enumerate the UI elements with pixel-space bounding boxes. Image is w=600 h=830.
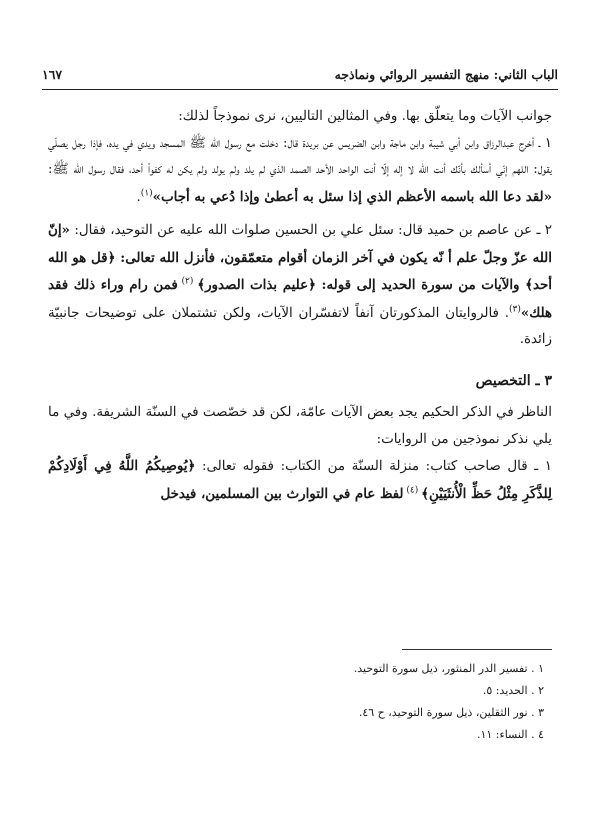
footnote-item: ١ . تفسير الدر المنثور، ذيل سورة التوحيد. (353, 662, 544, 675)
hadith-quote-2-end: فمن رام وراء ذلك فقد هلك» (48, 277, 552, 321)
page-number: ١٦٧ (42, 66, 63, 82)
hadith-quote: «لقد دعا الله باسمه الأعظم الذي إذا سئل به أعطىٰ وإذا دُعي به أجاب» (152, 188, 552, 205)
body-text (48, 104, 552, 508)
footnote-divider (402, 649, 552, 650)
quran-verse: ﴿يُوصِيكُمُ اللَّهُ فِي أَوْلَادِكُمْ لِلذَّكَرِ مِثْلُ حَظِّ الْأُنثَيَيْنِ﴾ (48, 458, 552, 502)
hadith-quote-2: «إنّ الله عزّ وجلّ علم أ نّه يكون في آخر الزمان أقوام متعمّقون، فأنزل الله تعالى: ﴿قل هو الله أحد﴾ والآيات من سورة الحديد إلى قوله: ﴿عليم بذات الصدور﴾ (48, 222, 552, 293)
footnotes (48, 658, 544, 746)
footnote-item: ٢ . الحديد: ٥. (482, 684, 544, 697)
footnote-ref-2: (٢) (177, 276, 198, 287)
paragraph-intro: جوانب الآيات وما يتعلّق بها. وفي المثالين التاليين، نرى نموذجاً لذلك: (178, 109, 552, 124)
paragraph-example-3: ١ ـ قال صاحب كتاب: منزلة السنّة من الكتاب: فقوله تعالى: ﴿يُوصِيكُمُ اللَّهُ فِي أَوْلَادِكُمْ لِلذَّكَرِ مِثْلُ حَظِّ الْأُنثَيَيْنِ﴾ $^{(٤)}$ لفظ عام في التوارث بين المسلمين، فيدخل (48, 458, 552, 502)
header-divider (42, 89, 558, 90)
footnote-ref-1: (١) (140, 188, 153, 199)
footnote-item: ٣ . نور الثقلين، ذيل سورة التوحيد، ح ٤٦. (358, 706, 544, 719)
paragraph-specification: الناظر في الذكر الحكيم يجد بعض الآيات عامّة، لكن قد خصّصت في السنّة الشريفة. وفي ما يلي نذكر نموذجين من الروايات: (48, 405, 552, 447)
footnote-ref-3: (٣) (508, 304, 521, 315)
section-heading: ٣ ـ التخصيص (475, 372, 552, 389)
paragraph-example-1: ١ ـ أخرج عبدالرزاق وابن أبي شيبة وابن ماجة وابن الضريس عن بريدة قال: دخلت مع رسول الله ﷺ المسجد ويدي في يده، فإذا رجل يصلّي يقول: اللهم إنّي أسألك بأنّك أنت الله لا إله إلّا أنت الواحد الأحد الصمد الذي لم يلد ولم يولد ولم يكن له كفواً أحد، فقال رسول الله ﷺ: «لقد دعا الله باسمه الأعظم الذي إذا سئل به أعطىٰ وإذا دُعي به أجاب»$^{(١)}$. (48, 135, 552, 205)
chapter-title: الباب الثاني: منهج التفسير الروائي ونماذجه (334, 66, 558, 82)
footnote-item: ٤ . النساء: ١١. (476, 728, 544, 741)
paragraph-example-2: ٢ ـ عن عاصم بن حميد قال: سئل علي بن الحسين صلوات الله عليه عن التوحيد، فقال: «إنّ الله عزّ وجلّ علم أ نّه يكون في آخر الزمان أقوام متعمّقون، فأنزل الله تعالى: ﴿قل هو الله أحد﴾ والآيات من سورة الحديد إلى قوله: ﴿عليم بذات الصدور﴾ $^{(٢)}$ فمن رام وراء ذلك فقد هلك»$^{(٣)}$. فالروايتان المذكورتان آنفاً لاتفسّران الآيات، ولكن تشتملان على توضيحات جانبيّة زائدة. (48, 222, 552, 347)
footnote-ref-4: (٤) (403, 485, 422, 496)
page-header (42, 62, 558, 86)
